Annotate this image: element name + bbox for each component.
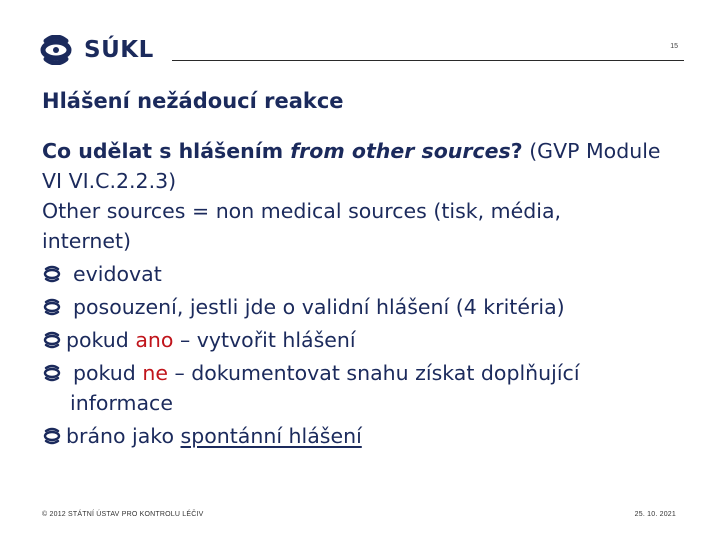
- highlight-ne: ne: [142, 361, 168, 385]
- logo-text: SÚKL: [84, 37, 154, 63]
- question-line-2: VI VI.C.2.2.3): [42, 169, 177, 193]
- slide-title: Hlášení nežádoucí reakce: [42, 89, 344, 113]
- bullet-text: evidovat: [73, 262, 162, 286]
- bullet-text-pre: pokud: [66, 328, 136, 352]
- highlight-ano: ano: [135, 328, 174, 352]
- bullet-text: posouzení, jestli jde o validní hlášení (4 kritéria): [73, 295, 565, 319]
- bullet-item-evidovat: [42, 259, 692, 289]
- bullet-text: [66, 325, 692, 355]
- question-italic-part: from other sources: [290, 139, 511, 163]
- bullet-item-pokud-ano: [42, 325, 692, 355]
- definition-line-1: Other sources = non medical sources (tisk, média,: [42, 199, 562, 223]
- bullet-text-pre: pokud: [73, 361, 143, 385]
- sukl-swirl-logo-icon: [38, 35, 74, 65]
- definition-line-2: internet): [42, 229, 132, 253]
- bullet-text: [66, 358, 692, 388]
- question-rest: (GVP Module: [522, 139, 661, 163]
- page-number: 15: [670, 43, 678, 50]
- footer-date: 25. 10. 2021: [634, 511, 676, 518]
- sukl-swirl-bullet-icon: [42, 259, 66, 289]
- header-divider: [172, 60, 684, 61]
- sukl-swirl-bullet-icon: [42, 421, 66, 451]
- question-bold-part-2: ?: [510, 139, 523, 163]
- sukl-swirl-bullet-icon: [42, 292, 66, 322]
- underlined-spontanni-hlaseni: spontánní hlášení: [180, 424, 362, 448]
- bullet-item-pokud-ne: [42, 358, 692, 388]
- slide-body: [42, 136, 692, 451]
- sukl-swirl-bullet-icon: [42, 325, 66, 355]
- footer-copyright: © 2012 STÁTNÍ ÚSTAV PRO KONTROLU LÉČIV: [42, 511, 204, 518]
- bullet-item-posouzeni: [42, 292, 692, 322]
- bullet-text-post: – vytvořit hlášení: [173, 328, 356, 352]
- bullet-text-pre: bráno jako: [66, 424, 181, 448]
- question-bold-part-1: Co udělat s hlášením: [42, 139, 291, 163]
- sukl-logo: [38, 34, 154, 66]
- sukl-swirl-bullet-icon: [42, 358, 66, 388]
- question-line: [42, 136, 692, 166]
- bullet-item-brano: [42, 421, 692, 451]
- bullet-continuation: informace: [70, 391, 173, 415]
- bullet-text: [66, 421, 692, 451]
- bullet-text-post: – dokumentovat snahu získat doplňující: [167, 361, 580, 385]
